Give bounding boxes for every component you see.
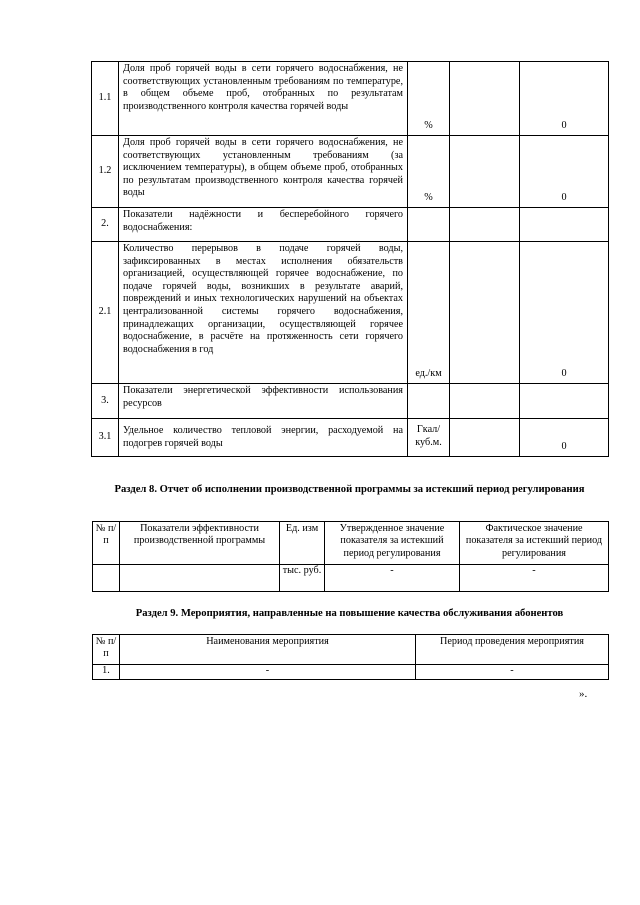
unit-cell: ед./км: [408, 242, 450, 384]
row-number: [93, 565, 120, 592]
table-row: [92, 419, 609, 457]
column-header: № п/п: [93, 522, 120, 565]
column-header: Наименования мероприятия: [120, 635, 416, 665]
table-row: [93, 665, 609, 680]
closing-quote: ».: [579, 688, 588, 700]
row-number: 2.: [92, 208, 119, 242]
indicator-description: Удельное количество тепловой энергии, расходуемой на подогрев горячей воды: [119, 419, 408, 457]
planned-value-cell: [450, 62, 520, 136]
row-number: 1.2: [92, 136, 119, 208]
unit-cell: тыс. руб.: [280, 565, 325, 592]
table-header-row: [93, 522, 609, 565]
table-row: [92, 208, 609, 242]
planned-value-cell: [450, 384, 520, 419]
planned-value-cell: [450, 242, 520, 384]
table-header-row: [93, 635, 609, 665]
planned-value-cell: [450, 208, 520, 242]
unit-cell: [408, 384, 450, 419]
column-header: Показатели эффективности производственной программы: [120, 522, 280, 565]
program-execution-table: [92, 521, 609, 592]
actual-value-cell: 0: [520, 136, 609, 208]
actual-value-cell: -: [460, 565, 609, 592]
indicators-table: [91, 61, 609, 457]
column-header: Период проведения мероприятия: [416, 635, 609, 665]
indicator-description: Доля проб горячей воды в сети горячего водоснабжения, не соответствующих установленным требованиям (за исключением температуры), в общем объеме проб, отобранных по результатам производственного контроля качества горячей воды: [119, 136, 408, 208]
row-number: 2.1: [92, 242, 119, 384]
actual-value-cell: 0: [520, 62, 609, 136]
table-row: [92, 136, 609, 208]
indicator-description: Показатели надёжности и бесперебойного горячего водоснабжения:: [119, 208, 408, 242]
row-number: 3.: [92, 384, 119, 419]
indicator-description: Доля проб горячей воды в сети горячего водоснабжения, не соответствующих установленным требованиям по температуре, в общем объеме проб, отобранных по результатам производственного контроля качества горячей воды: [119, 62, 408, 136]
planned-value-cell: [450, 136, 520, 208]
section-9-heading: Раздел 9. Мероприятия, направленные на повышение качества обслуживания абонентов: [135, 608, 564, 619]
column-header: Фактическое значение показателя за истекший период регулирования: [460, 522, 609, 565]
table-row: [93, 565, 609, 592]
row-number: 1.: [93, 665, 120, 680]
indicator-description: Показатели энергетической эффективности использования ресурсов: [119, 384, 408, 419]
indicator-description: Количество перерывов в подаче горячей воды, зафиксированных в местах исполнения обязательств организацией, осуществляющей горячее водоснабжение, по подаче горячей воды, возникших в результате аварий, повреждений и иных технологических нарушений на объектах централизованной системы горячего водоснабжения, принадлежащих организации, осуществляющей горячее водоснабжение, в расчёте на протяженность сети горячего водоснабжения в год: [119, 242, 408, 384]
column-header: № п/п: [93, 635, 120, 665]
actual-value-cell: 0: [520, 242, 609, 384]
measure-name-cell: -: [120, 665, 416, 680]
unit-cell: %: [408, 136, 450, 208]
table-row: [92, 242, 609, 384]
unit-cell: Гкал/ куб.м.: [408, 419, 450, 457]
unit-cell: %: [408, 62, 450, 136]
row-number: 3.1: [92, 419, 119, 457]
table-row: [92, 384, 609, 419]
planned-value-cell: [450, 419, 520, 457]
column-header: Ед. изм: [280, 522, 325, 565]
unit-cell: [408, 208, 450, 242]
actual-value-cell: [520, 384, 609, 419]
actual-value-cell: 0: [520, 419, 609, 457]
section-8-heading: Раздел 8. Отчет об исполнении производственной программы за истекший период регулирования: [114, 484, 585, 495]
service-measures-table: [92, 634, 609, 680]
measure-period-cell: -: [416, 665, 609, 680]
table-row: [92, 62, 609, 136]
approved-value-cell: -: [325, 565, 460, 592]
indicator-cell: [120, 565, 280, 592]
row-number: 1.1: [92, 62, 119, 136]
column-header: Утвержденное значение показателя за истекший период регулирования: [325, 522, 460, 565]
actual-value-cell: [520, 208, 609, 242]
